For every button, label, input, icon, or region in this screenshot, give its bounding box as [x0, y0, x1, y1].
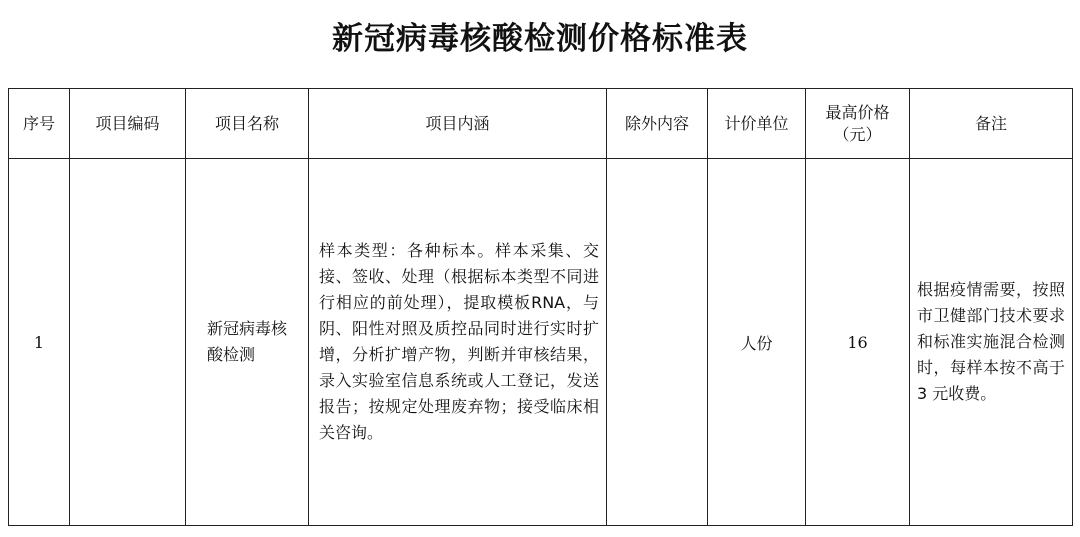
cell-content	[309, 159, 607, 526]
header-content: 项目内涵	[309, 89, 607, 159]
header-name: 项目名称	[186, 89, 309, 159]
table-row	[9, 159, 1073, 526]
cell-unit: 人份	[708, 159, 806, 526]
cell-seq: 1	[9, 159, 70, 526]
cell-name-text: 新冠病毒核酸检测	[207, 319, 288, 364]
cell-remark-text: 根据疫情需要，按照市卫健部门技术要求和标准实施混合检测时，每样本按不高于 3 元收费。	[917, 280, 1065, 403]
header-unit: 计价单位	[708, 89, 806, 159]
table-header-row	[9, 89, 1073, 159]
header-code: 项目编码	[70, 89, 186, 159]
header-max-price-unit: （元）	[833, 124, 882, 144]
cell-max-price: 16	[806, 159, 910, 526]
cell-content-text: 样本类型：各种标本。样本采集、交接、签收、处理（根据标本类型不同进行相应的前处理），提取模板RNA，与阴、阳性对照及质控品同时进行实时扩增，分析扩增产物，判断并审核结果，录入实验室信息系统或人工登记，发送报告；按规定处理废弃物；接受临床相关咨询。	[319, 241, 599, 442]
header-remark: 备注	[910, 89, 1073, 159]
header-max-price	[806, 89, 910, 159]
cell-excluded	[607, 159, 708, 526]
cell-name	[186, 159, 309, 526]
cell-remark	[910, 159, 1073, 526]
header-excluded: 除外内容	[607, 89, 708, 159]
page-title: 新冠病毒核酸检测价格标准表	[332, 21, 748, 57]
header-max-price-label: 最高价格	[825, 102, 890, 122]
price-standard-table	[8, 88, 1073, 526]
header-seq: 序号	[9, 89, 70, 159]
cell-code	[70, 159, 186, 526]
